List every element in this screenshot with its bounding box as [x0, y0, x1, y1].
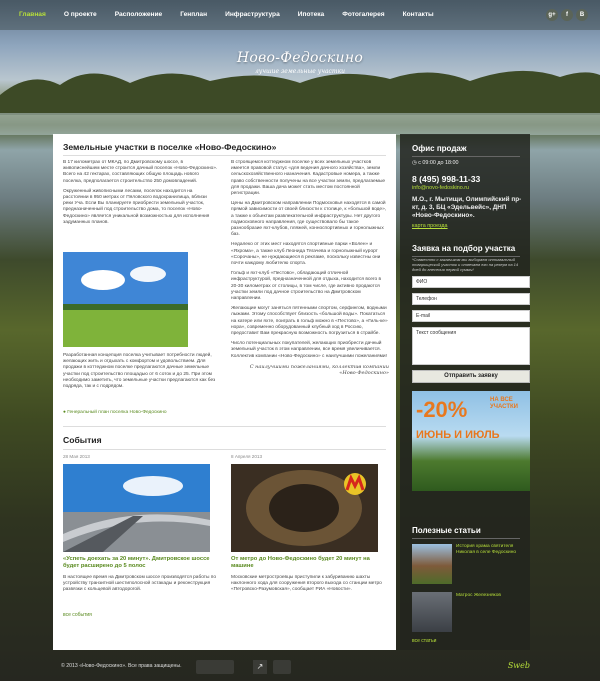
event-title-link[interactable]: От метро до Ново-Федоскино будет 20 минут на машине [231, 556, 370, 569]
event-text: Московские метростроевцы приступили к забуриванию шахты наклонного хода для сооружения второго выхода со станции метро «Петровско-Разумовская», сообщает РИА «Новости». [231, 575, 382, 593]
genplan-link[interactable]: Генеральный план поселка Ново-Федоскино [67, 410, 167, 415]
footer [53, 657, 530, 677]
nav-mortgage[interactable]: Ипотека [297, 11, 325, 18]
article-paragraph: Число потенциальных покупателей, желающих приобрести дачный земельный участок в этом направлении, все время увеличивается. Коллектив компании «Ново-Федоскино» с наилучшими пожеланиями! [231, 341, 387, 359]
article-after-photo [63, 353, 218, 394]
office-address: М.О., г. Мытищи, Олимпийский пр-кт, д. 3, БЦ «Эдельвейс», ДНП «Ново-Федоскино». [412, 196, 522, 219]
event-photo-highway[interactable] [63, 464, 210, 552]
pin-icon: ● [63, 410, 68, 415]
article-paragraph: Окруженный живописными лесами, поселок находится на расстоянии в 950 метрах от Пяловского водохранилища, вблизи реки Уча. Если Вы планируете приобрести земельный участок, предназначенный под строительство дома, то поселок «Ново-Федоскино» является уникальной возможностью для исполнения задуманных планов. [63, 188, 210, 225]
banner-percent: -20% [416, 397, 468, 422]
email-input[interactable]: E-mail [412, 310, 530, 322]
developer-logo[interactable]: Sweb [507, 661, 530, 670]
office-phone: 8 (495) 998-11-33 [412, 174, 481, 184]
event-date: 28 Мая 2013 [63, 454, 90, 459]
article-left-column [63, 160, 218, 230]
logo-name: Ново-Федоскино [236, 50, 364, 66]
article-paragraph: Гольф и яхт-клуб «Пестово», обладающий отличной инфраструктурой, предназначенной для отдыха, находится всего в 20-30 километрах от столицы, в том числе, где активно продаются участки земли под дачное строительство на Дмитровском направлении. [231, 271, 382, 302]
nav-infrastructure[interactable]: Инфраструктура [225, 11, 280, 18]
phone-input[interactable]: Телефон [412, 293, 530, 305]
site-logo[interactable] [0, 50, 600, 75]
events-title: События [63, 435, 102, 445]
facebook-icon[interactable]: f [561, 9, 573, 21]
map-link[interactable]: карта проезда [412, 223, 448, 229]
counter-widget[interactable] [196, 660, 234, 674]
name-input[interactable]: ФИО [412, 276, 530, 288]
banner-months: ИЮНЬ И ИЮЛЬ [416, 429, 500, 441]
message-textarea[interactable]: Текст сообщения [412, 327, 530, 365]
counter-widget[interactable] [273, 660, 291, 674]
article-link[interactable]: История храма святителя Николая в селе Федоскино [456, 544, 517, 555]
main-nav [10, 0, 443, 30]
event-title-link[interactable]: «Успеть доехать за 20 минут». Дмитровское шоссе будет расширено до 5 полос [63, 556, 210, 569]
nav-about[interactable]: О проекте [63, 11, 97, 18]
article-signature: С наилучшими пожеланиями, коллектив компании «Ново-Федоскино» [249, 363, 389, 377]
articles-title: Полезные статьи [412, 526, 481, 535]
copyright: © 2013 «Ново-Федоскино». Все права защищены. [61, 663, 182, 669]
nav-location[interactable]: Расположение [114, 11, 163, 18]
event-date: 8 Апреля 2013 [231, 454, 263, 459]
logo-tagline: лучшие земельные участки [254, 68, 346, 75]
plan-link-row [63, 410, 223, 416]
nav-home[interactable]: Главная [19, 11, 46, 18]
office-hours: ◷ с 09:00 до 18:00 [412, 160, 459, 166]
all-events-link[interactable]: все события [63, 612, 92, 618]
page-title: Земельные участки в поселке «Ново-Федоскино» [63, 142, 277, 152]
event-text: В настоящее время на Дмитровском шоссе производятся работы по устройству транзитной шестиполосной эстакады и реконструкция развязки с кольцевой автодорогой. [63, 575, 217, 593]
form-title: Заявка на подбор участка [412, 244, 516, 253]
article-right-column [231, 160, 389, 380]
village-photo [63, 252, 188, 347]
article-paragraph: Желающие могут заняться пятенными спортом, серфингом, водными лыжами. Этому способствует близость «большой воды». Покататься на катере или яхте, поиграть в гольф можно в «Пестово», а «Гиль-ке» нора», современно оборудованный клубный ход в Россию, предоставит Вам прекрасную возможность погрузиться в страйбе. [231, 306, 388, 337]
article-paragraph: Недалеко от этих мест находятся спортивные парки «Волен» и «Яхрома», а также клуб Леонида Тягачева и горнолыжный курорт «Сорочаны», не нуждающиеся в рекламе, поскольку известны они почти каждому любителю спорта. [231, 242, 381, 267]
article-paragraph: Разработанная концепция поселка учитывает потребности людей, желающих жить и отдыхать с комфортом и удовольствием. Для продажи в коттеджном поселке предлагаются дачные земельные участки под строительство площадью от 6 соток и до 25. При этом необходимо заметить, что земельные участки предлагаются как без подряда, так и с подрядом. [63, 353, 216, 390]
article-thumb-church[interactable] [412, 544, 452, 584]
article-paragraph: В строящемся коттеджном поселке у всех земельных участков имеется правовой статус «для ведения дачного хозяйства», земли сельскохозяйственного назначения. Кадастровые номера, а также право собственности получены на все участки земли, предлагаемые для продажи. Ваша дача может стать местом постоянной регистрации. [231, 160, 386, 197]
social-links [546, 9, 588, 21]
article-thumb-sailor[interactable] [412, 592, 452, 632]
clock-icon: ◷ [412, 160, 419, 166]
office-title: Офис продаж [412, 144, 467, 153]
events-title-divider [63, 449, 386, 450]
title-divider [63, 155, 386, 156]
article-paragraph: Цены на Дмитровском направлении Подмосковья находятся в самой прямой зависимости от своей близости к столице, к «большой воде», а также к объектам развлекательной инфраструктуры. Нет другого подмосковного направления, где существовало бы такое разнообразие яхт-клубов, пляжей, конноспортивных и горнолыжных баз. [231, 201, 387, 238]
vkontakte-icon[interactable]: В [576, 9, 588, 21]
sidebar [400, 134, 530, 650]
event-photo-metro[interactable] [231, 464, 378, 552]
article-paragraph: В 17 километрах от МКАД, по Дмитровскому шоссе, в живописнейшем месте строится дачный поселок «Ново-Федоскино». Всего на 42 гектарах, составляющих общую площадь нового поселка, предполагается строительство 250 домовладений. [63, 160, 218, 184]
share-icon[interactable]: ↗ [253, 660, 267, 674]
nav-contacts[interactable]: Контакты [402, 11, 434, 18]
submit-request-button[interactable]: Отправить заявку [412, 370, 530, 383]
discount-banner[interactable] [412, 391, 530, 491]
top-bar [0, 0, 600, 30]
events-divider [63, 426, 386, 427]
nav-gallery[interactable]: Фотогалерея [342, 11, 385, 18]
form-note: *Совместно с заказчиком мы выбираем оптимальный товарищеский участок и отвечаем его на резерв на 14 дней до внесения первой суммы! [412, 257, 519, 272]
office-email-link[interactable]: info@novo-fedoskino.ru [412, 185, 470, 191]
google-plus-icon[interactable]: g+ [546, 9, 558, 21]
article-link[interactable]: Матрос Железняков [456, 593, 501, 598]
banner-small: НА ВСЕ УЧАСТКИ [490, 397, 518, 410]
nav-genplan[interactable]: Генплан [180, 11, 208, 18]
all-articles-link[interactable]: все статьи [412, 638, 437, 644]
main-content [53, 134, 396, 650]
